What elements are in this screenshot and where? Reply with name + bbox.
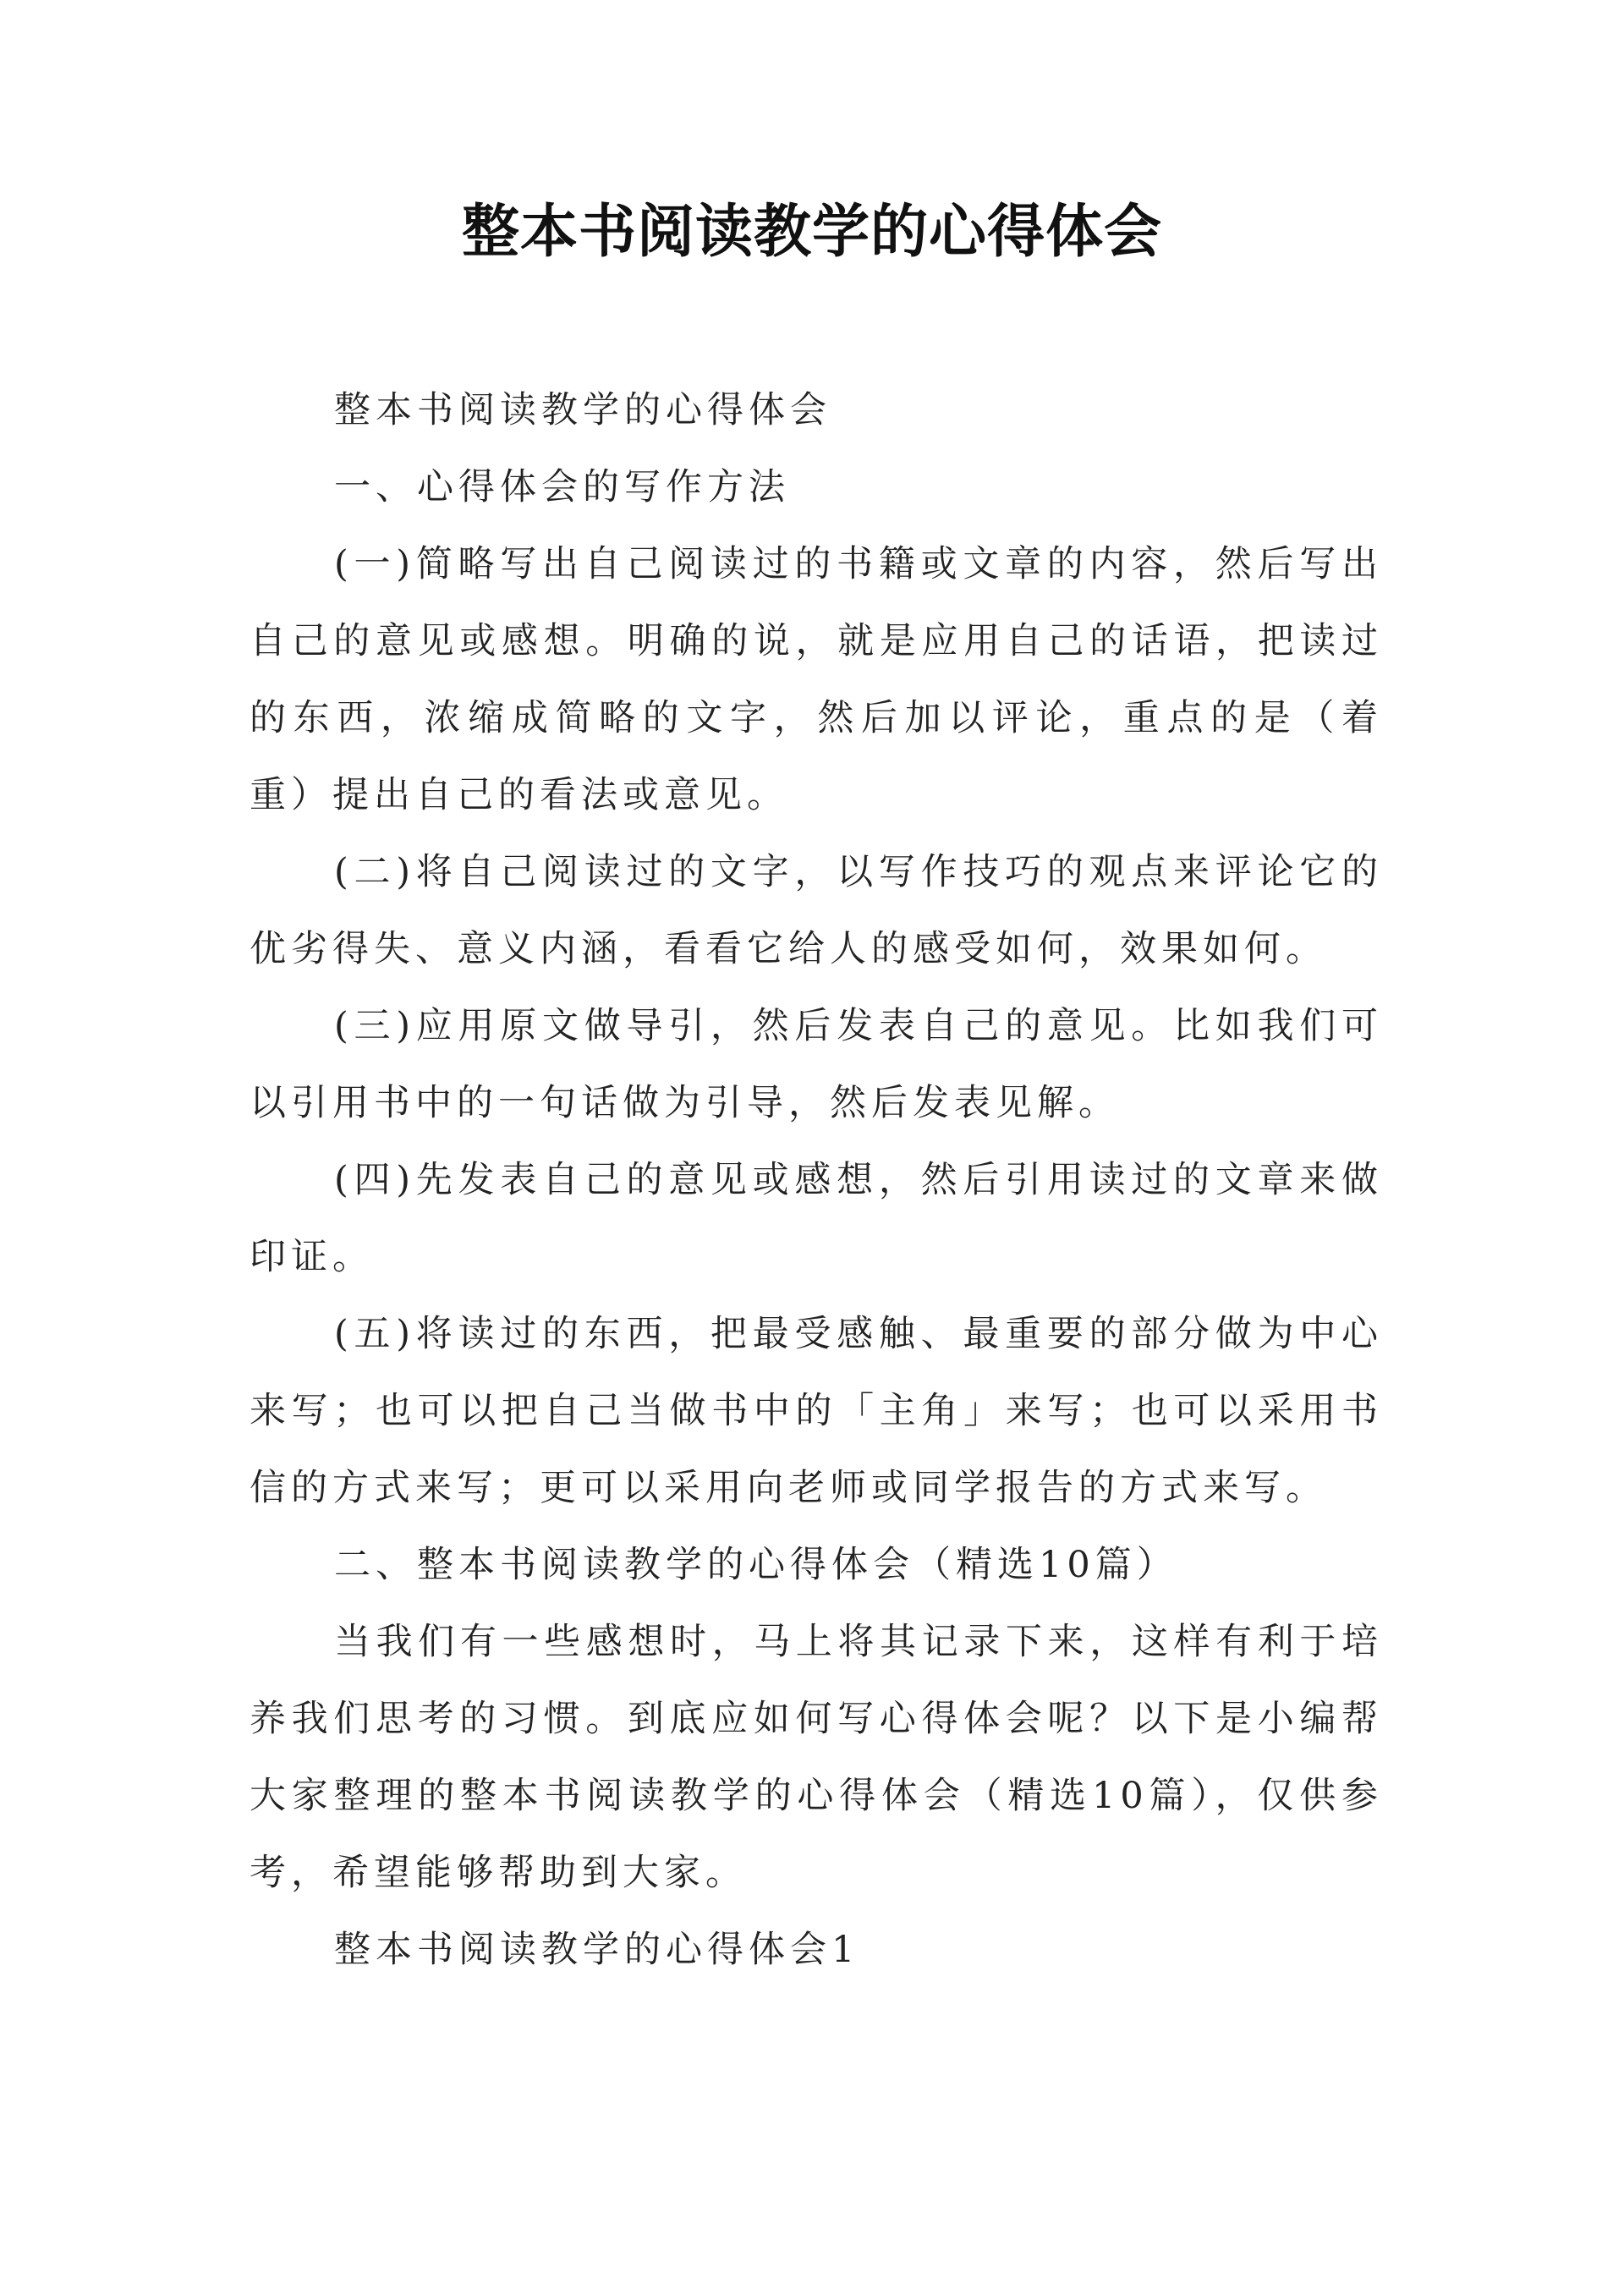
paragraph-subtitle: 整本书阅读教学的心得体会 xyxy=(334,389,831,431)
paragraph-section-heading-selection: 二、整本书阅读教学的心得体会（精选10篇） xyxy=(334,1544,1178,1586)
paragraph-method-5: (五)将读过的东西，把最受感触、最重要的部分做为中心来写；也可以把自己当做书中的「主角」来写；也可以采用书信的方式来写；更可以采用向老师或同学报告的方式来写。 xyxy=(250,1313,1383,1509)
paragraph-article-1-heading: 整本书阅读教学的心得体会1 xyxy=(334,1929,860,1971)
paragraph-method-3: (三)应用原文做导引，然后发表自己的意见。比如我们可以引用书中的一句话做为引导，然后发表见解。 xyxy=(250,1005,1383,1124)
document-title: 整本书阅读教学的心得体会 xyxy=(461,199,1162,266)
paragraph-method-2: (二)将自己阅读过的文字，以写作技巧的观点来评论它的优劣得失、意义内涵，看看它给人的感受如何，效果如何。 xyxy=(250,851,1383,970)
paragraph-section-heading-methods: 一、心得体会的写作方法 xyxy=(334,466,790,508)
paragraph-introduction: 当我们有一些感想时，马上将其记录下来，这样有利于培养我们思考的习惯。到底应如何写心得体会呢？以下是小编帮大家整理的整本书阅读教学的心得体会（精选10篇），仅供参考，希望能够帮助到大家。 xyxy=(250,1621,1383,1894)
paragraph-method-4: (四)先发表自己的意见或感想，然后引用读过的文章来做印证。 xyxy=(250,1159,1383,1278)
paragraph-method-1: (一)简略写出自己阅读过的书籍或文章的内容，然后写出自己的意见或感想。明确的说，就是应用自己的话语，把读过的东西，浓缩成简略的文字，然后加以评论，重点的是（着重）提出自己的看法或意见。 xyxy=(250,543,1383,816)
document-body xyxy=(250,372,1383,1989)
